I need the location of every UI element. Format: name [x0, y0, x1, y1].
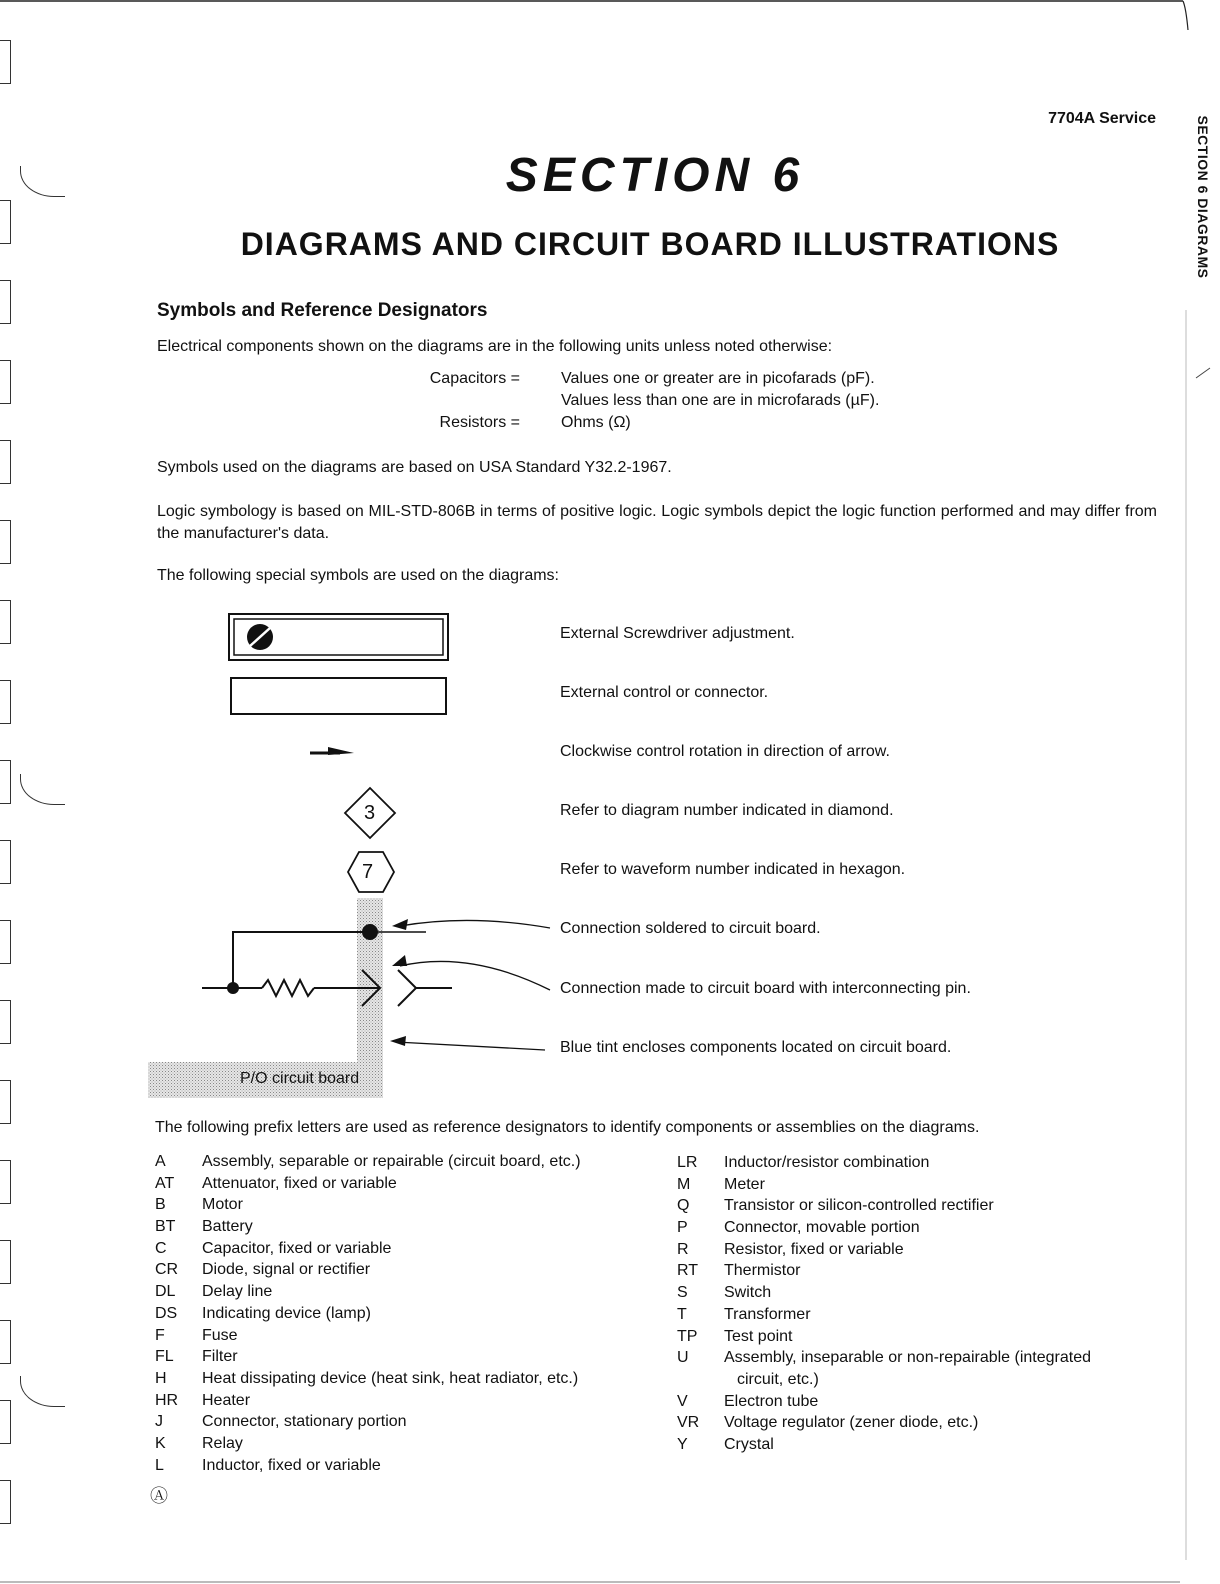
designator-code: Y	[677, 1435, 688, 1453]
capacitors-line2: Values less than one are in microfarads (µF).	[561, 392, 880, 409]
designator-desc: Fuse	[202, 1326, 238, 1344]
designator-code: AT	[155, 1174, 175, 1192]
solder-dot	[362, 924, 378, 940]
designator-code: R	[677, 1240, 689, 1258]
circuit-board-tint	[148, 898, 383, 1098]
capacitors-line1: Values one or greater are in picofarads (pF).	[561, 370, 875, 387]
designator-code: L	[155, 1456, 164, 1474]
revision-mark: Ⓐ	[150, 1486, 168, 1506]
list-item	[677, 1434, 1157, 1456]
designator-code: S	[677, 1284, 688, 1302]
symbol-desc-control: External control or connector.	[560, 684, 769, 701]
list-item	[155, 1238, 655, 1260]
designator-code: LR	[677, 1154, 698, 1171]
list-item	[677, 1217, 1157, 1239]
designator-code: HR	[155, 1391, 179, 1409]
list-item	[677, 1282, 1157, 1304]
list-item	[677, 1152, 1157, 1174]
designator-code: C	[155, 1239, 167, 1257]
list-item	[155, 1151, 655, 1173]
list-item-continuation	[677, 1369, 1157, 1391]
designator-desc: Transistor or silicon-controlled rectifier	[724, 1197, 994, 1215]
diamond-number: 3	[364, 802, 376, 824]
designator-desc: Battery	[202, 1218, 253, 1236]
designator-desc: Heat dissipating device (heat sink, heat radiator, etc.)	[202, 1369, 579, 1387]
designator-code: U	[677, 1349, 689, 1367]
screwdriver-adjust-symbol	[229, 614, 448, 660]
designator-code: B	[155, 1196, 166, 1214]
list-item	[155, 1455, 655, 1477]
designator-code: P	[677, 1219, 688, 1237]
list-item	[155, 1303, 655, 1325]
list-item	[677, 1304, 1157, 1326]
symbol-desc-rotation: Clockwise control rotation in direction of arrow.	[560, 743, 890, 760]
designator-desc: Assembly, inseparable or non-repairable (integrated	[724, 1349, 1092, 1367]
special-symbols-intro: The following special symbols are used on the diagrams:	[157, 567, 559, 584]
list-item	[155, 1173, 655, 1195]
designator-code: F	[155, 1326, 165, 1344]
list-item	[155, 1281, 655, 1303]
callout-lines	[396, 920, 550, 1050]
designator-code: RT	[677, 1262, 699, 1280]
designator-code: FL	[155, 1348, 174, 1366]
designator-desc: Capacitor, fixed or variable	[202, 1239, 392, 1257]
designators-intro: The following prefix letters are used as reference designators to identify components or assemblies on the diagrams.	[155, 1119, 980, 1136]
list-item	[155, 1325, 655, 1347]
section-subtitle: DIAGRAMS AND CIRCUIT BOARD ILLUSTRATIONS	[240, 226, 1060, 262]
capacitors-label: Capacitors =	[429, 370, 520, 387]
designator-desc: Attenuator, fixed or variable	[202, 1174, 397, 1192]
standard-text: Symbols used on the diagrams are based on USA Standard Y32.2-1967.	[157, 459, 672, 476]
designator-code: Q	[677, 1197, 690, 1215]
section-title: SECTION 6	[505, 149, 805, 202]
designator-desc: Test point	[724, 1327, 793, 1345]
list-item	[677, 1412, 1157, 1434]
circuit-wiring	[202, 932, 452, 1006]
list-item	[155, 1433, 655, 1455]
list-item	[155, 1194, 655, 1216]
designator-code: H	[155, 1369, 167, 1387]
symbol-desc-pin: Connection made to circuit board with interconnecting pin.	[560, 980, 971, 997]
designator-desc: Switch	[724, 1284, 772, 1302]
circuit-board-label: P/O circuit board	[240, 1070, 360, 1087]
junction-dot	[227, 982, 239, 994]
list-item	[677, 1260, 1157, 1282]
designator-code: VR	[677, 1414, 700, 1432]
designator-desc: Electron tube	[724, 1392, 819, 1410]
designator-desc-continuation: circuit, etc.)	[737, 1370, 819, 1388]
designators-right-list	[677, 1152, 1157, 1456]
designator-desc: Inductor/resistor combination	[724, 1154, 930, 1171]
designator-code: BT	[155, 1218, 176, 1236]
designator-code: M	[677, 1175, 691, 1193]
intro-units: Electrical components shown on the diagrams are in the following units unless noted otherwise:	[157, 338, 833, 355]
list-item	[155, 1390, 655, 1412]
designator-desc: Thermistor	[724, 1262, 801, 1280]
list-item	[677, 1391, 1157, 1413]
resistors-label: Resistors =	[439, 414, 520, 431]
hexagon-number: 7	[362, 861, 374, 883]
list-item	[155, 1259, 655, 1281]
designator-code: TP	[677, 1327, 698, 1345]
list-item	[677, 1347, 1157, 1369]
designator-desc: Transformer	[724, 1305, 811, 1323]
designator-code: J	[155, 1413, 163, 1431]
designator-desc: Connector, movable portion	[724, 1219, 920, 1237]
manual-name: 7704A Service	[1048, 110, 1156, 127]
designator-code: DL	[155, 1283, 176, 1301]
symbol-desc-tint: Blue tint encloses components located on circuit board.	[560, 1039, 952, 1056]
symbols-heading: Symbols and Reference Designators	[157, 300, 488, 321]
symbol-desc-hexagon: Refer to waveform number indicated in hexagon.	[560, 861, 906, 878]
designator-code: A	[155, 1153, 166, 1170]
list-item	[155, 1346, 655, 1368]
rotation-arrow-symbol	[310, 747, 354, 755]
designator-desc: Filter	[202, 1348, 238, 1366]
designator-code: K	[155, 1434, 166, 1452]
designators-left-list	[155, 1151, 655, 1476]
designator-desc: Relay	[202, 1434, 243, 1452]
symbol-desc-screwdriver: External Screwdriver adjustment.	[560, 625, 795, 642]
logic-text: Logic symbology is based on MIL-STD-806B in terms of positive logic. Logic symbols depict the logic function performed and may differ from the manufacturer's data.	[157, 503, 1157, 542]
list-item	[155, 1216, 655, 1238]
designator-code: CR	[155, 1261, 179, 1279]
list-item	[155, 1411, 655, 1433]
designator-desc: Heater	[202, 1391, 251, 1409]
designator-desc: Meter	[724, 1175, 765, 1193]
designator-desc: Motor	[202, 1196, 243, 1214]
designator-desc: Resistor, fixed or variable	[724, 1240, 904, 1258]
list-item	[677, 1326, 1157, 1348]
designator-desc: Inductor, fixed or variable	[202, 1456, 381, 1474]
designator-desc: Indicating device (lamp)	[202, 1304, 371, 1322]
designator-desc: Diode, signal or rectifier	[202, 1261, 371, 1279]
designator-code: DS	[155, 1304, 178, 1322]
list-item	[155, 1368, 655, 1390]
resistors-value: Ohms (Ω)	[561, 414, 631, 431]
list-item	[677, 1195, 1157, 1217]
designator-code: V	[677, 1392, 688, 1410]
external-control-symbol	[231, 678, 446, 714]
symbol-desc-soldered: Connection soldered to circuit board.	[560, 920, 821, 937]
side-tab-label: SECTION 6 DIAGRAMS	[1195, 115, 1211, 279]
designator-desc: Crystal	[724, 1435, 774, 1453]
designator-desc: Assembly, separable or repairable (circuit board, etc.)	[202, 1153, 581, 1170]
list-item	[677, 1174, 1157, 1196]
designator-desc: Delay line	[202, 1283, 273, 1301]
list-item	[677, 1239, 1157, 1261]
symbol-desc-diamond: Refer to diagram number indicated in diamond.	[560, 802, 894, 819]
designator-desc: Voltage regulator (zener diode, etc.)	[724, 1414, 979, 1432]
designator-desc: Connector, stationary portion	[202, 1413, 407, 1431]
designator-code: T	[677, 1305, 687, 1323]
